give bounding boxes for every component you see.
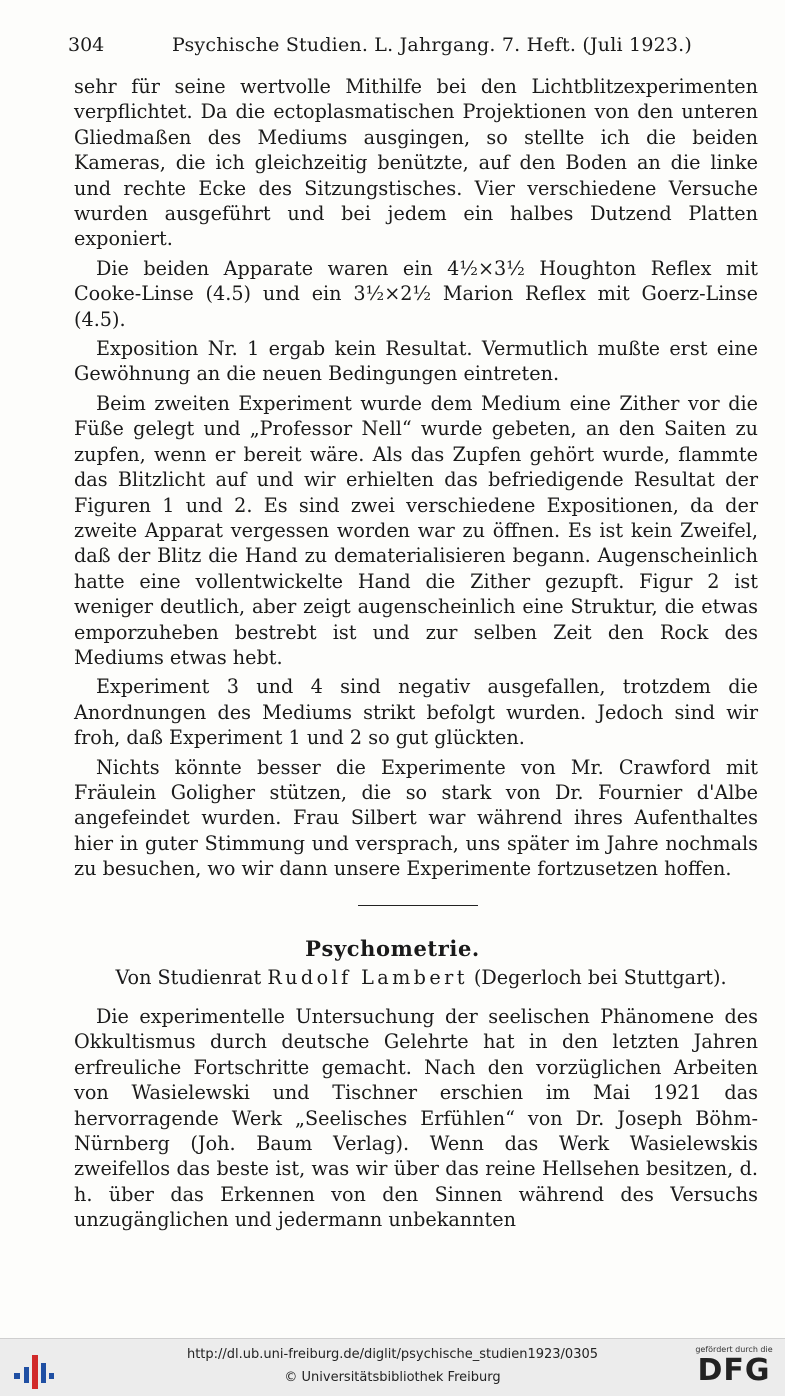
byline-suffix: (Degerloch bei Stuttgart). (473, 966, 727, 989)
author-name: Rudolf Lambert (267, 966, 468, 989)
copyright-notice: © Universitätsbibliothek Freiburg (284, 1370, 501, 1385)
viewer-footer (0, 1338, 785, 1396)
page-number: 304 (68, 34, 105, 56)
dfg-funding-note: gefördert durch die (695, 1345, 773, 1354)
section-divider (358, 905, 478, 906)
body-text-top (74, 74, 758, 886)
paragraph: Nichts könnte besser die Experimente von Mr. Crawford mit Fräulein Goligher stützen, die so stark von Dr. Fournier d'Albe angefeindet wurden. Frau Silbert war während ihres Aufenthaltes hier in guter Stimmung und versprach, uns später im Jahre nochmals zu besuchen, wo wir dann unsere Experimente fortzusetzen hoffen. (74, 755, 758, 881)
source-url[interactable]: http://dl.ub.uni-freiburg.de/diglit/psychische_studien1923/0305 (186, 1347, 599, 1362)
section-title: Psychometrie. (305, 936, 480, 961)
paragraph: Die beiden Apparate waren ein 4½×3½ Houghton Reflex mit Cooke-Linse (4.5) und ein 3½×2½ Marion Reflex mit Goerz-Linse (4.5). (74, 256, 758, 331)
dfg-wordmark: DFG (697, 1353, 771, 1388)
paragraph: sehr für seine wertvolle Mithilfe bei den Lichtblitzexperimenten verpflichtet. Da die ectoplasmatischen Projektionen von den unteren Gliedmaßen des Mediums ausgingen, so stellte ich die beiden Kameras, die ich gleichzeitig benützte, auf den Boden an die linke und rechte Ecke des Sitzungstisches. Vier verschiedene Versuche wurden ausgeführt und bei jedem ein halbes Dutzend Platten exponiert. (74, 75, 758, 251)
paragraph: Experiment 3 und 4 sind negativ ausgefallen, trotzdem die Anordnungen des Mediums strikt befolgt wurden. Jedoch sind wir froh, daß Experiment 1 und 2 so gut glückten. (74, 675, 758, 750)
running-header (66, 34, 766, 60)
byline (78, 966, 764, 989)
dfg-logo (692, 1345, 776, 1391)
paragraph: Die experimentelle Untersuchung der seelischen Phänomene des Okkultismus durch deutsche Gelehrte hat in den letzten Jahren erfreuliche Fortschritte gemacht. Nach den vorzüglichen Arbeiten von Wasielewski und Tischner erschien im Mai 1921 das hervorragende Werk „Seelisches Erfühlen“ von Dr. Joseph Böhm-Nürnberg (Joh. Baum Verlag). Wenn das Werk Wasielewskis zweifellos das beste ist, was wir über das reine Hellsehen besitzen, d. h. über das Erkennen von den Sinnen während des Versuchs unzugänglichen und jedermann unbekannten (74, 1005, 758, 1232)
running-title: Psychische Studien. L. Jahrgang. 7. Heft. (Juli 1923.) (172, 34, 693, 56)
body-text-bottom (74, 1004, 758, 1237)
paragraph: Beim zweiten Experiment wurde dem Medium eine Zither vor die Füße gelegt und „Professor Nell“ wurde gebeten, an den Saiten zu zupfen, wenn er bereit wäre. Als das Zupfen gehört wurde, flammte das Blitzlicht auf und wir erhielten das befriedigende Resultat der Figuren 1 und 2. Es sind zwei verschiedene Expositionen, da der zweite Apparat vergessen worden war zu öffnen. Es ist kein Zweifel, daß der Blitz die Hand zu dematerialisieren begann. Augenscheinlich hatte eine vollentwickelte Hand die Zither gezupft. Figur 2 ist weniger deutlich, aber zeigt augenscheinlich eine Struktur, die etwas emporzuheben bestrebt ist und zur selben Zeit den Rock des Mediums etwas hebt. (74, 391, 758, 669)
paragraph: Exposition Nr. 1 ergab kein Resultat. Vermutlich mußte erst eine Gewöhnung an die neuen Bedingungen eintreten. (74, 337, 758, 386)
byline-prefix: Von Studienrat (115, 966, 262, 989)
